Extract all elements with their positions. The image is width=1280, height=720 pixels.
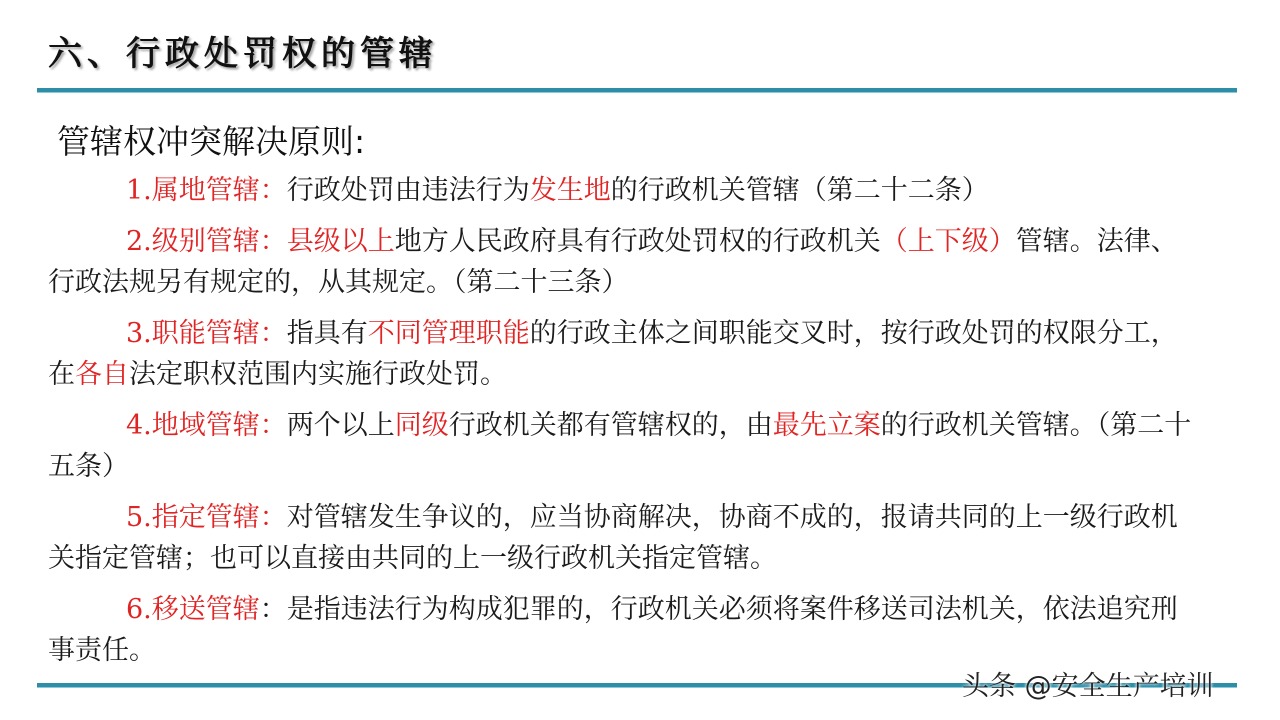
principle-text: 对管辖发生争议的，应当协商解决，协商不成的，报请共同的上一级行政机关指定管辖；也可以直接由共同的上一级行政机关指定管辖。 <box>48 502 1178 574</box>
principle-highlight: 同级 <box>394 410 449 441</box>
principle-label: 5.指定管辖： <box>126 502 287 533</box>
principle-text: 行政机关都有管辖权的，由 <box>448 410 773 441</box>
principle-text: 的行政机关管辖。（第二十五条） <box>48 410 1192 482</box>
section-heading: 管辖权冲突解决原则: <box>57 122 366 161</box>
principle-highlight: （上下级） <box>880 226 1016 257</box>
principle-text: ：是指违法行为构成犯罪的，行政机关必须将案件移送司法机关，依法追究刑事责任。 <box>48 594 1178 666</box>
principle-regional <box>48 405 1198 487</box>
principle-label: 6.移送管辖 <box>126 594 260 625</box>
principle-territorial <box>48 170 1198 211</box>
principle-label: 3.职能管辖： <box>126 318 287 349</box>
principle-text: 管辖。法律、行政法规另有规定的，从其规定。（第二十三条） <box>48 226 1178 298</box>
principle-highlight: 不同管理职能 <box>367 318 530 349</box>
principle-designated <box>48 497 1198 579</box>
principle-highlight: 最先立案 <box>772 410 881 441</box>
principle-transfer <box>48 589 1198 671</box>
principle-text: 地方人民政府具有行政处罚权的行政机关 <box>394 226 881 257</box>
principle-highlight: 县级以上 <box>286 226 395 257</box>
principle-text: 两个以上 <box>286 410 395 441</box>
principle-label: 2.级别管辖： <box>126 226 287 257</box>
principle-label: 4.地域管辖： <box>126 410 287 441</box>
principle-text: 法定职权范围内实施行政处罚。 <box>129 359 507 390</box>
principle-functional <box>48 313 1198 395</box>
watermark: 头条 @安全生产培训 <box>962 671 1214 702</box>
slide-title: 六、行政处罚权的管辖 <box>48 34 438 74</box>
principles-list <box>48 170 1198 681</box>
principle-highlight: 各自 <box>75 359 129 390</box>
principle-label: 1.属地管辖： <box>126 175 287 206</box>
principle-highlight: 发生地 <box>529 175 611 206</box>
principle-text: 行政处罚由违法行为 <box>286 175 530 206</box>
principle-text: 指具有 <box>286 318 368 349</box>
title-divider <box>37 88 1237 93</box>
principle-text: 的行政机关管辖（第二十二条） <box>610 175 989 206</box>
principle-text: 的行政主体之间职能交叉时，按行政处罚的权限分工，在 <box>48 318 1178 390</box>
principle-level <box>48 221 1198 303</box>
